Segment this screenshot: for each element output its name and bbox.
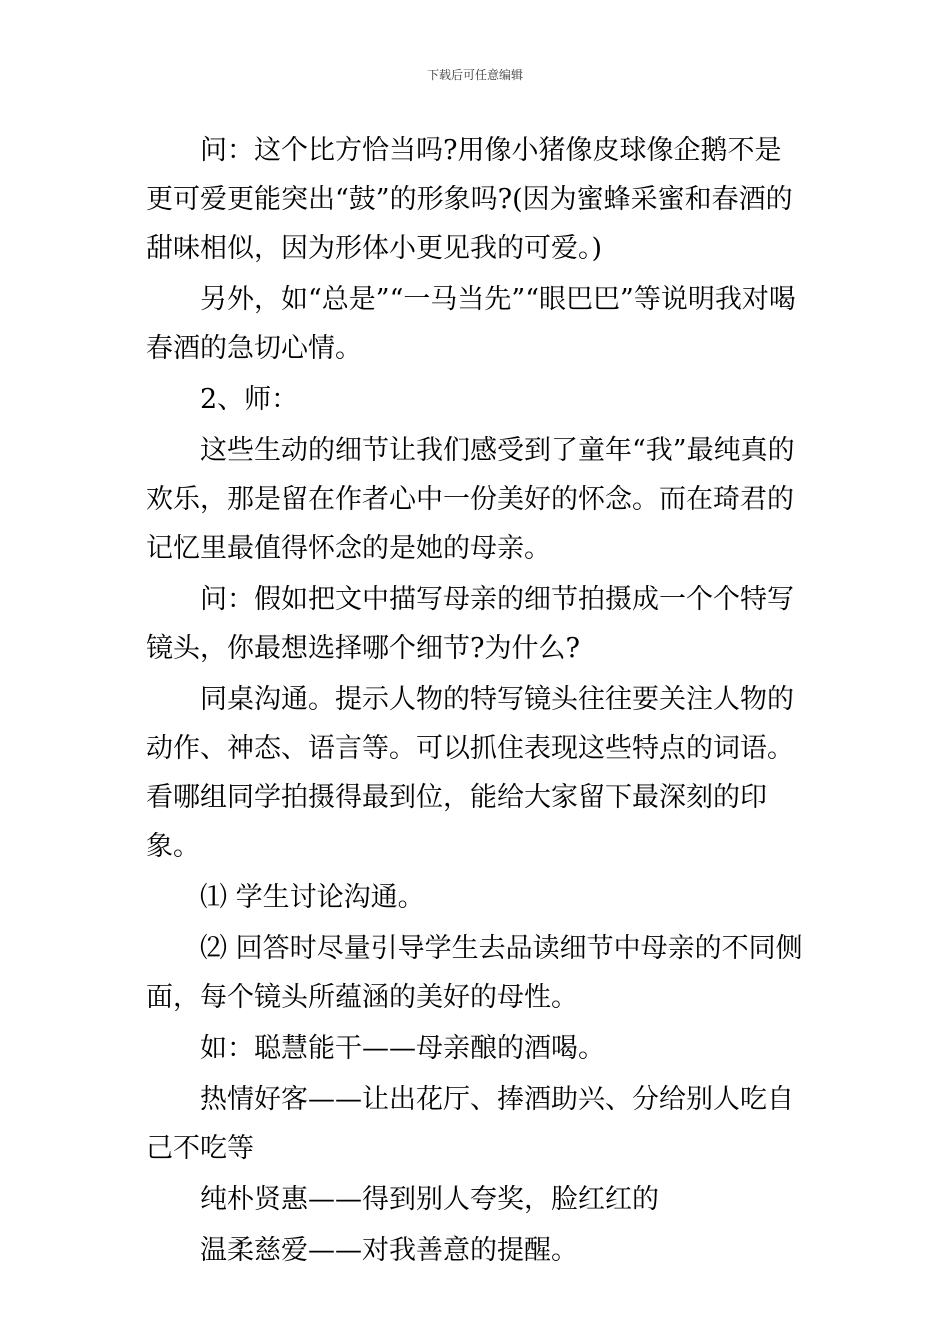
paragraph-details-summary: 这些生动的细节让我们感受到了童年“我”最纯真的欢乐，那是留在作者心中一份美好的怀念。而在琦君的记忆里最值得怀念的是她的母亲。 <box>146 435 795 564</box>
paragraph-teacher-heading: 2、师： <box>200 384 299 415</box>
paragraph-example-gentle: 温柔慈爱——对我善意的提醒。 <box>200 1235 578 1266</box>
document-body <box>146 126 806 1277</box>
paragraph-example-virtuous: 纯朴贤惠——得到别人夸奖，脸红红的 <box>200 1184 659 1215</box>
paragraph-example-hospitable: 热情好客——让出花厅、捧酒助兴、分给别人吃自己不吃等 <box>146 1084 794 1164</box>
page-header: 下载后可任意编辑 <box>426 68 523 82</box>
paragraph-desk-discussion: 同桌沟通。提示人物的特写镜头往往要关注人物的动作、神态、语言等。可以抓住表现这些特点的词语。看哪组同学拍摄得最到位，能给大家留下最深刻的印象。 <box>146 684 794 862</box>
paragraph-question-metaphor: 问：这个比方恰当吗?用像小猪像皮球像企鹅不是更可爱更能突出“鼓”的形象吗?(因为蜜蜂采蜜和春酒的甜味相似，因为形体小更见我的可爱。) <box>146 135 793 264</box>
paragraph-example-smart: 如：聪慧能干——母亲酿的酒喝。 <box>200 1033 605 1064</box>
paragraph-question-closeup: 问：假如把文中描写母亲的细节拍摄成一个个特写镜头，你最想选择哪个细节?为什么? <box>146 584 794 664</box>
paragraph-step-1: ⑴ 学生讨论沟通。 <box>200 882 425 913</box>
paragraph-step-2: ⑵ 回答时尽量引导学生去品读细节中母亲的不同侧面，每个镜头所蕴涵的美好的母性。 <box>146 933 803 1013</box>
paragraph-eager-mood: 另外，如“总是”“一马当先”“眼巴巴”等说明我对喝春酒的急切心情。 <box>146 284 796 364</box>
